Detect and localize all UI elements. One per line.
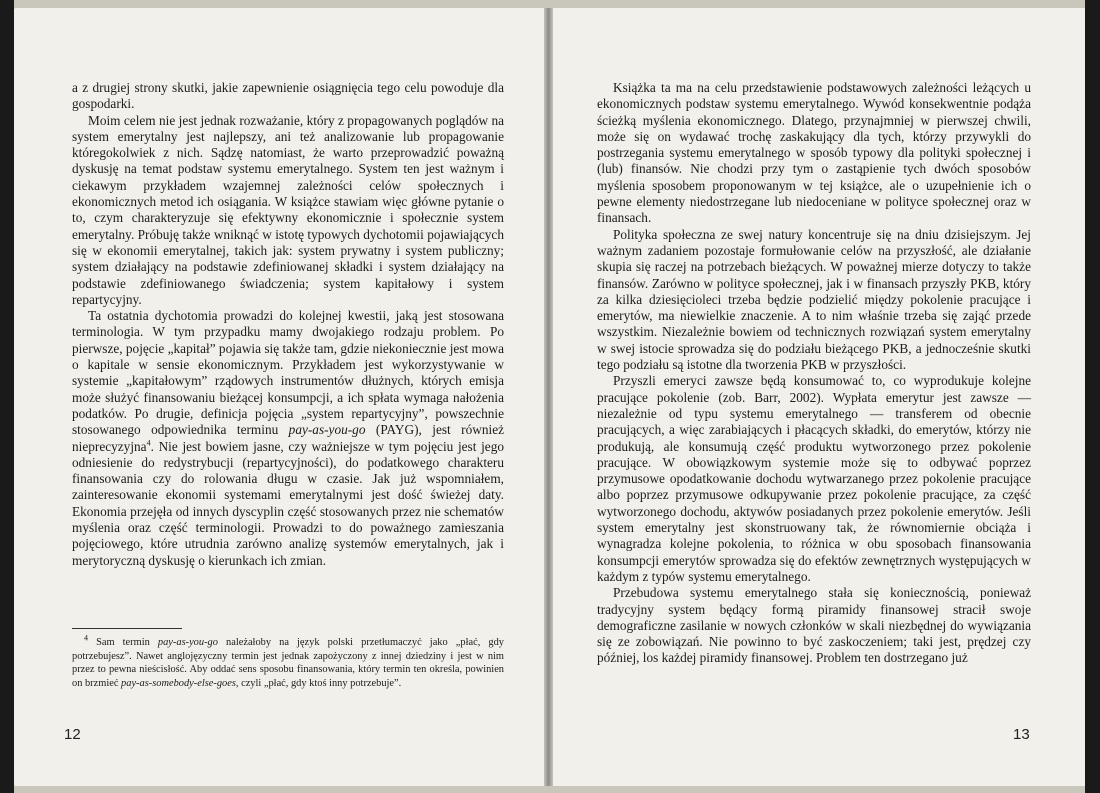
footnote-segment: , czyli „płać, gdy ktoś inny potrzebuje”.: [235, 677, 402, 689]
footnote-segment: Sam termin: [88, 637, 158, 648]
italic-term: pay-as-you-go: [157, 637, 218, 648]
paragraph-text: . Nie jest bowiem jasne, czy ważniejsze w tym pojęciu jest jego odniesienie do redystrybucji (repartycyjności), do podatkowego charakteru finansowania czy do rolowania długu w czasie. Jak już wspomniałem, zainteresowanie ekonomii systemami emerytalnymi jest dość świeżej daty. Ekonomia przejęła od innych dyscyplin część stosowanych przez nie schematów myślenia oraz część terminologii. Prowadzi to do poważnego zamieszania pojęciowego, które utrudnia zarówno analizę systemów emerytalnych, jak i merytoryczną dyskusję o kierunkach ich zmian.: [72, 438, 504, 568]
paragraph-text: (PAYG), jest również nieprecyzyjna: [72, 422, 504, 454]
paragraph: Książka ta ma na celu przedstawienie podstawowych zależności leżących u ekonomicznych podstaw systemu emerytalnego. Wywód konsekwentnie podąża ścieżką myślenia ekonomicznego. Dlatego, przynajmniej w pierwszej chwili, może się on wydawać trochę zaskakujący dla tych, którzy przywykli do postrzegania systemu emerytalnego w sposób typowy dla polityki społecznej i (lub) finansów. Nie chodzi przy tym o zastąpienie tych dwóch sposobów myślenia sposobem proponowanym w tej książce, ale o uzupełnienie ich o pewne elementy niedostrzegane lub niedoceniane w polityce społecznej oraz w finansach.: [597, 80, 1031, 226]
right-page-body: [597, 80, 1031, 667]
left-page-body: [72, 80, 504, 569]
scan-edge-left: [0, 0, 14, 793]
footnote-reference[interactable]: 4: [146, 438, 151, 448]
paragraph: Moim celem nie jest jednak rozważanie, który z propagowanych poglądów na system emerytalny jest najlepszy, ani też analizowanie lub propagowanie któregokolwiek z nich. Sądzę natomiast, że warto przeprowadzić poważną dyskusję na temat podstaw systemu emerytalnego. System ten jest ważnym i ciekawym przykładem wzajemnej zależności celów społecznych i ekonomicznych metod ich osiągania. W książce stawiam więc główne pytanie o to, czym charakteryzuje się efektywny ekonomicznie i społecznie system emerytalny. Próbuję także wniknąć w istotę typowych dychotomii pojawiających się w ekonomii emerytalnej, takich jak: system prywatny i system publiczny; system działający na podstawie zdefiniowanej składki i system działający na podstawie zdefiniowanego świadczenia; system kapitałowy i system repartycyjny.: [72, 112, 504, 307]
italic-term: pay-as-somebody-else-goes: [121, 677, 236, 689]
paragraph-text: Ta ostatnia dychotomia prowadzi do kolejnej kwestii, jaką jest stosowana terminologia. W tym przypadku mamy dwojakiego rodzaju problem. Po pierwsze, pojęcie „kapitał” pojawia się także tam, gdzie niekoniecznie jest mowa o kapitale w sensie ekonomicznym. Przykładem jest wykorzystywanie w systemie „kapitałowym” rządowych instrumentów dłużnych, których emisja może służyć finansowaniu bieżącej konsumpcji, a ich spłata wymaga nałożenia podatków. Po drugie, definicja pojęcia „system repartycyjny”, powszechnie stosowanego odpowiednika terminu: [72, 308, 504, 438]
italic-term: pay-as-you-go: [288, 422, 366, 438]
scan-edge-right: [1085, 0, 1100, 793]
right-page: [553, 8, 1085, 786]
left-page: [14, 8, 544, 786]
book-gutter: [544, 8, 553, 786]
page-number: 12: [64, 726, 81, 743]
footnote-rule: [72, 628, 182, 629]
footnote-segment: należałoby na język polski przetłumaczyć jako „płać, gdy potrzebujesz”. Nawet anglojęzyczny termin jest jednak zapożyczony z innej dziedziny i jest w nim przez to pewna nieścisłość. Aby oddać sens sposobu finansowania, który termin ten określa, powinien on brzmieć: [72, 637, 505, 689]
paragraph: [72, 308, 504, 569]
paragraph: Polityka społeczna ze swej natury koncentruje się na dniu dzisiejszym. Jej ważnym zadaniem pozostaje formułowanie celów na przyszłość, ale działanie skupia się raczej na potrzebach bieżących. W poważnej mierze dotyczy to także finansów. Zarówno w polityce społecznej, jak i w finansach przyszły PKB, który za kilka dziesięcioleci trzeba będzie podzielić między pokolenie pracujące i emerytów, ma niewielkie znaczenie. A to nim właśnie trzeba się zająć przede wszystkim. Niezależnie bowiem od technicznych rozwiązań system emerytalny w swej istocie sprowadza się do podziału bieżącego PKB, a jednocześnie skutki tego podziału są istotne dla tworzenia PKB w przyszłości.: [597, 226, 1031, 373]
page-number: 13: [1013, 726, 1030, 743]
footnote: [72, 633, 505, 690]
footnote-text: [72, 633, 505, 690]
paragraph: a z drugiej strony skutki, jakie zapewnienie osiągnięcia tego celu powoduje dla gospodarki.: [72, 80, 504, 112]
footnote-number: 4: [84, 633, 88, 643]
paragraph: Przyszli emeryci zawsze będą konsumować to, co wyprodukuje kolejne pracujące pokolenie (zob. Barr, 2002). Wypłata emerytur jest zawsze — niezależnie od typu systemu emerytalnego — transferem od obecnie pracujących, a więc zarabiających i płacących składki, do emerytów, którzy nie produkują, ale konsumują część produktu wytworzonego przez pokolenie pracujące. W obowiązkowym systemie może się to odbywać poprzez przymusowe opodatkowanie dochodu wytwarzanego przez pokolenie pracujące albo poprzez przymusowe odkupywanie przez pokolenie pracujące, za część wytworzonego dochodu, aktywów posiadanych przez pokolenie emerytów. Jeśli system emerytalny jest skonstruowany tak, że równomiernie obciąża i wynagradza kolejne pokolenia, to różnica w obu sposobach finansowania konsumpcji emerytów sprowadza się do efektów zewnętrznych występujących w każdym z typów systemu emerytalnego.: [597, 373, 1031, 584]
paragraph: Przebudowa systemu emerytalnego stała się koniecznością, ponieważ tradycyjny system będący formą piramidy finansowej stracił swoje demograficzne zasilanie w nowych członków w skali niezbędnej do wywiązania się ze zobowiązań. Nie powinno to być zaskoczeniem; taki jest, prędzej czy później, los każdej piramidy finansowej. Problem ten dostrzegano już: [597, 585, 1031, 666]
